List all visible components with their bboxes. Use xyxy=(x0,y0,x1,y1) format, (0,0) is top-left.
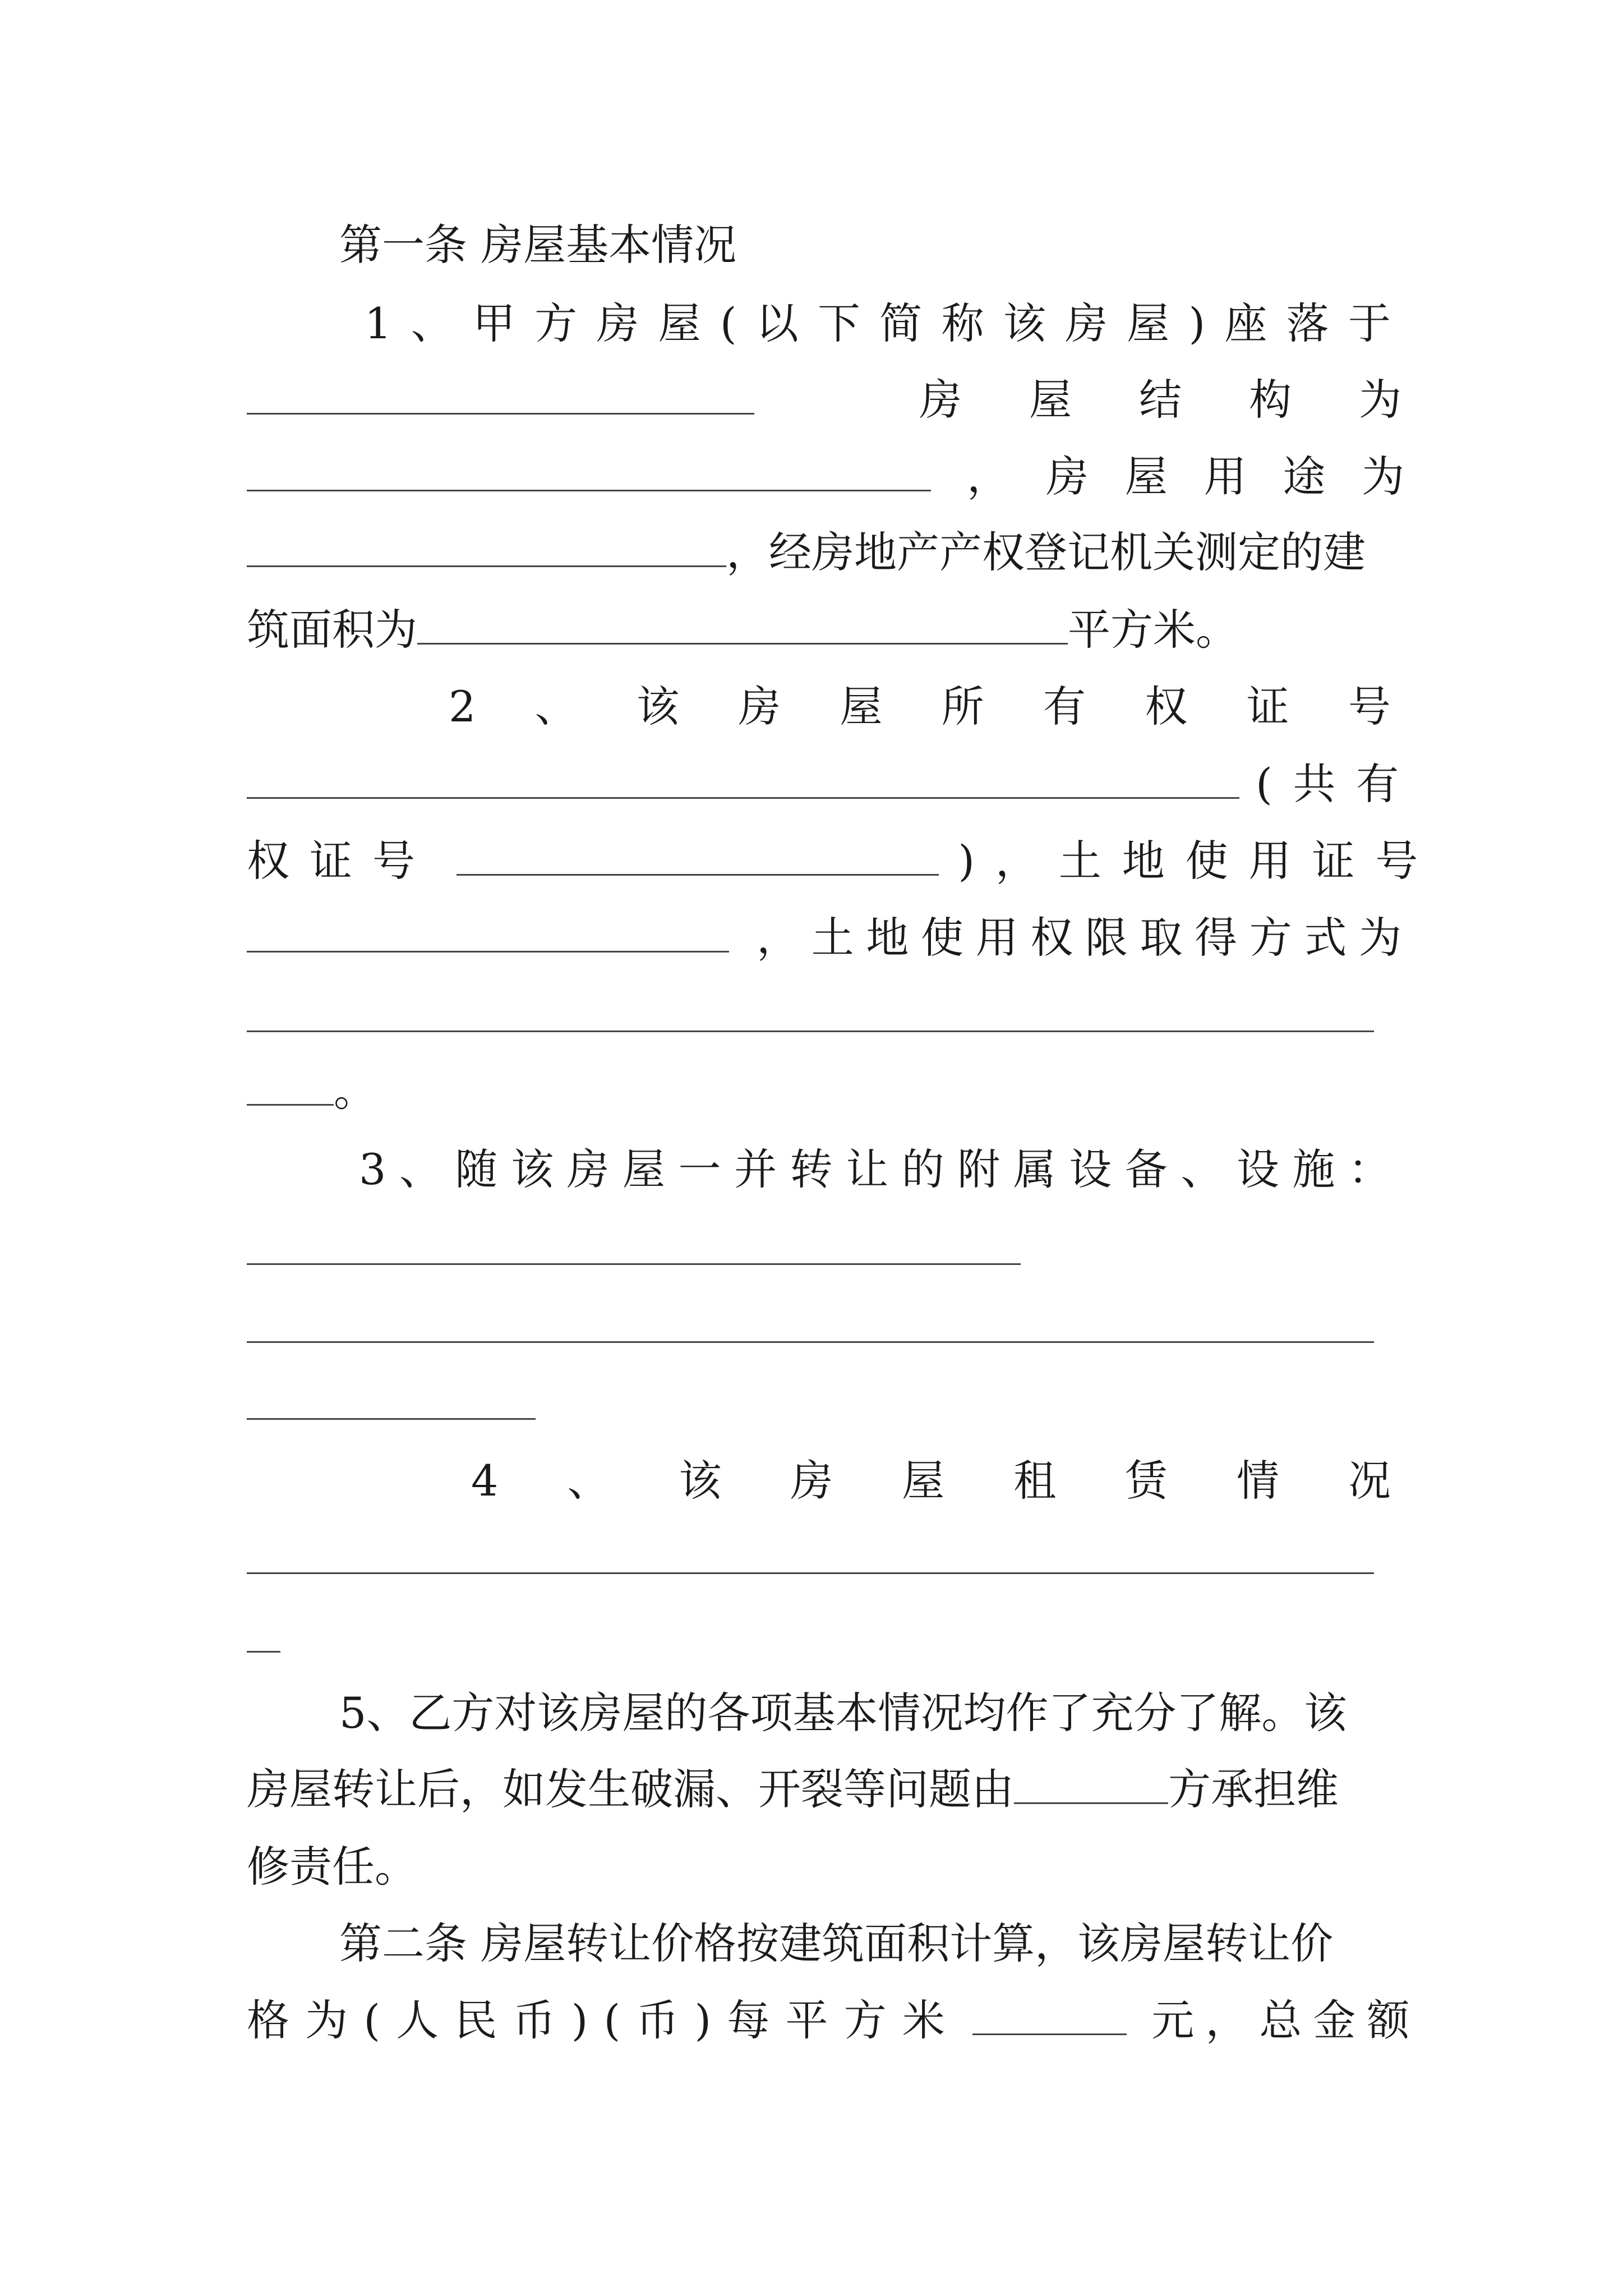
char: 房 xyxy=(738,682,781,731)
char: 简 xyxy=(879,298,923,348)
char: 情 xyxy=(1237,1456,1280,1506)
char: 房 xyxy=(1045,452,1089,501)
char: 落 xyxy=(1286,298,1329,348)
char: 得 xyxy=(1195,913,1238,963)
clause-2-line-3 xyxy=(247,830,1418,892)
char: 取 xyxy=(1140,913,1183,963)
char: 号 xyxy=(1348,682,1391,731)
char: ， xyxy=(757,913,800,963)
repair-prefix: 房屋转让后，如发生破漏、开裂等问题由 xyxy=(247,1764,1014,1814)
char: 式 xyxy=(1304,913,1347,963)
clause-5-line-1: 5、乙方对该房屋的各项基本情况均作了充分了解。该 xyxy=(339,1688,1347,1738)
char: 币 xyxy=(513,1995,556,2045)
char: ( xyxy=(603,1995,621,2045)
char: 房 xyxy=(566,1144,610,1194)
char: 该 xyxy=(1003,298,1046,348)
char: 土 xyxy=(1058,836,1101,886)
char: ( xyxy=(363,1995,380,2045)
char: 方 xyxy=(534,298,578,348)
char: 所 xyxy=(941,682,984,731)
blank-equipment-3[interactable] xyxy=(247,1418,536,1420)
char: 施 xyxy=(1292,1144,1335,1194)
char: 使 xyxy=(1185,836,1228,886)
char: 、 xyxy=(567,1456,610,1506)
char: 备 xyxy=(1124,1144,1168,1194)
char: 房 xyxy=(596,298,639,348)
char: 屋 xyxy=(902,1456,945,1506)
char: 屋 xyxy=(658,298,701,348)
area-suffix: 平方米。 xyxy=(1068,605,1238,655)
clause-1-line-2 xyxy=(247,369,1402,431)
usage-label xyxy=(967,446,1404,508)
char: 2 xyxy=(449,682,476,731)
char: 有 xyxy=(1356,759,1399,809)
char: 的 xyxy=(901,1144,944,1194)
char: 平 xyxy=(785,1995,828,2045)
char: 一 xyxy=(678,1144,721,1194)
blank-area[interactable] xyxy=(417,604,1068,645)
co-ownership-label xyxy=(1256,753,1399,815)
char: 4 xyxy=(471,1456,499,1506)
clause-1-line-4 xyxy=(247,522,1391,583)
char: 甲 xyxy=(472,298,515,348)
char: 有 xyxy=(1043,682,1086,731)
char: 设 xyxy=(1069,1144,1112,1194)
char: ) xyxy=(694,1995,712,2045)
char: 附 xyxy=(957,1144,1000,1194)
char: 为 xyxy=(305,1995,348,2045)
char: 额 xyxy=(1367,1995,1410,2045)
char: 证 xyxy=(310,836,352,886)
clause-5-line-2 xyxy=(247,1759,1391,1820)
price-label xyxy=(247,1990,945,2051)
char: 为 xyxy=(1359,913,1402,963)
char: 用 xyxy=(975,913,1018,963)
char: 号 xyxy=(1375,836,1418,886)
clause-2-line-2 xyxy=(247,753,1399,815)
area-prefix: 筑面积为 xyxy=(247,605,417,655)
blank-unit-price[interactable] xyxy=(972,1994,1127,2035)
char: 元 xyxy=(1151,1995,1195,2045)
blank-certificate[interactable] xyxy=(247,758,1239,799)
char: 权 xyxy=(1030,913,1073,963)
char: 地 xyxy=(1122,836,1165,886)
char: ， xyxy=(1205,1995,1248,2045)
char: 权 xyxy=(1145,682,1188,731)
blank-structure[interactable] xyxy=(247,450,931,491)
char: 构 xyxy=(1249,375,1292,425)
char: 屋 xyxy=(840,682,883,731)
char: 称 xyxy=(941,298,984,348)
char: 3 xyxy=(359,1144,386,1194)
char: 房 xyxy=(1065,298,1108,348)
char: ( xyxy=(720,298,737,348)
char: ) xyxy=(571,1995,588,2045)
clause-2-line-4 xyxy=(247,907,1402,969)
char: 地 xyxy=(866,913,909,963)
char: ) xyxy=(1188,298,1206,348)
char: 让 xyxy=(846,1144,889,1194)
char: 每 xyxy=(727,1995,770,2045)
blank-co-ownership[interactable] xyxy=(457,835,939,876)
char: 用 xyxy=(1248,836,1292,886)
char: 金 xyxy=(1313,1995,1356,2045)
char: 屋 xyxy=(1127,298,1170,348)
blank-location[interactable] xyxy=(247,374,754,415)
char: 下 xyxy=(818,298,861,348)
char: 人 xyxy=(396,1995,439,2045)
char: ： xyxy=(1348,1144,1391,1194)
blank-usage[interactable] xyxy=(247,526,726,567)
blank-repair-party[interactable] xyxy=(1014,1763,1168,1804)
char: ， xyxy=(995,836,1038,886)
char: 转 xyxy=(790,1144,833,1194)
char: 该 xyxy=(679,1456,722,1506)
char: 民 xyxy=(454,1995,497,2045)
char: 权 xyxy=(247,836,289,886)
blank-equipment-1[interactable] xyxy=(247,1263,1021,1265)
char: 租 xyxy=(1013,1456,1057,1506)
char: 屋 xyxy=(1124,452,1168,501)
land-use-label xyxy=(757,907,1401,969)
char: 为 xyxy=(1362,452,1405,501)
char: ( xyxy=(1256,759,1272,809)
char: 属 xyxy=(1013,1144,1056,1194)
char: 途 xyxy=(1283,452,1326,501)
char: 座 xyxy=(1224,298,1267,348)
blank-land-cert[interactable] xyxy=(247,912,729,953)
char: ， xyxy=(967,452,1010,501)
char: 米 xyxy=(902,1995,945,2045)
char: 共 xyxy=(1293,759,1336,809)
char: 赁 xyxy=(1125,1456,1168,1506)
char: 、 xyxy=(1181,1144,1224,1194)
blank-equipment-2[interactable] xyxy=(247,1341,1374,1343)
char: 、 xyxy=(411,298,454,348)
char: 、 xyxy=(399,1144,442,1194)
char: 用 xyxy=(1204,452,1247,501)
article-1-title: 第一条 房屋基本情况 xyxy=(339,220,737,270)
char: 号 xyxy=(372,836,415,886)
char: 证 xyxy=(1312,836,1355,886)
char: 以 xyxy=(755,298,799,348)
clause-2-line-1 xyxy=(449,676,1391,738)
article-2-line-1: 第二条 房屋转让价格按建筑面积计算，该房屋转让价 xyxy=(339,1918,1334,1968)
char: 设 xyxy=(1236,1144,1279,1194)
char: 况 xyxy=(1348,1456,1391,1506)
char: 结 xyxy=(1139,375,1182,425)
cert-no-label xyxy=(247,830,415,892)
structure-label xyxy=(919,369,1401,431)
period-mark: 。 xyxy=(334,1066,376,1116)
blank-lease-2[interactable] xyxy=(247,1651,280,1653)
char: 该 xyxy=(510,1144,554,1194)
char: 币 xyxy=(636,1995,679,2045)
char: 方 xyxy=(1249,913,1292,963)
total-label xyxy=(1151,1990,1409,2051)
char: 于 xyxy=(1348,298,1391,348)
char: 该 xyxy=(636,682,679,731)
land-cert-label xyxy=(958,830,1418,892)
char: 总 xyxy=(1259,1995,1302,2045)
char: 土 xyxy=(811,913,854,963)
clause-5-line-3: 修责任。 xyxy=(247,1842,417,1892)
clause-1-line-5 xyxy=(247,599,1391,661)
clause-1-line-1 xyxy=(365,293,1391,355)
repair-suffix: 方承担维 xyxy=(1168,1764,1339,1814)
char: 限 xyxy=(1085,913,1128,963)
char: 1 xyxy=(365,298,392,348)
char: 房 xyxy=(790,1456,833,1506)
area-measure-text: ，经房地产产权登记机关测定的建 xyxy=(726,527,1366,577)
char: 方 xyxy=(843,1995,887,2045)
clause-3-line-1 xyxy=(359,1139,1391,1200)
clause-1-line-3 xyxy=(247,446,1405,508)
char: 为 xyxy=(1359,375,1402,425)
char: 屋 xyxy=(1029,375,1072,425)
char: 使 xyxy=(921,913,964,963)
char: 随 xyxy=(455,1144,498,1194)
clause-2-line-6 xyxy=(247,1060,1391,1122)
clause-4-line-1 xyxy=(471,1450,1391,1512)
char: 并 xyxy=(734,1144,777,1194)
blank-land-acquisition[interactable] xyxy=(247,1030,1374,1032)
char: 格 xyxy=(247,1995,289,2045)
char: ) xyxy=(958,836,975,886)
article-2-line-2 xyxy=(247,1990,1410,2051)
char: 证 xyxy=(1246,682,1289,731)
char: 、 xyxy=(534,682,578,731)
char: 屋 xyxy=(623,1144,666,1194)
char: 房 xyxy=(919,375,962,425)
blank-lease-1[interactable] xyxy=(247,1572,1374,1574)
blank-land-acquisition-end[interactable] xyxy=(247,1065,334,1106)
